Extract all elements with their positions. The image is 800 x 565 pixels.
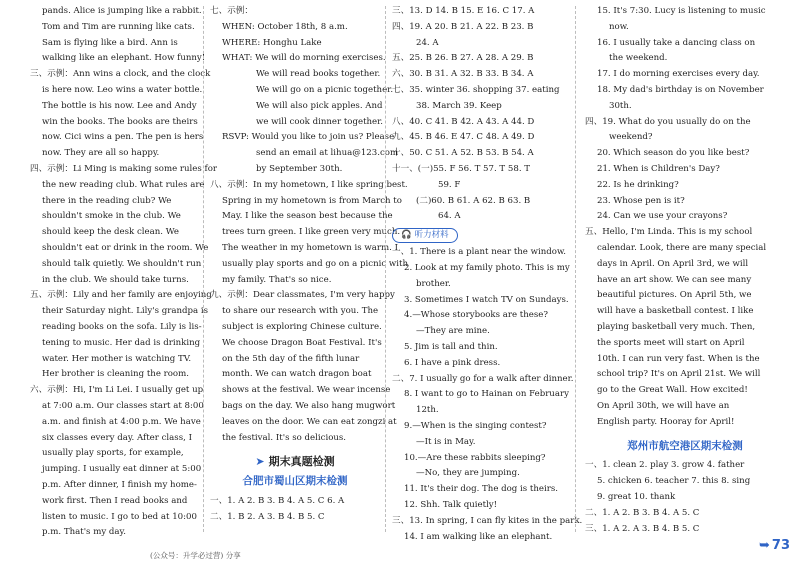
text-line: 12. Shh. Talk quietly! (404, 499, 498, 510)
text-line: 6. I have a pink dress. (404, 357, 501, 368)
page-number-badge (759, 538, 790, 553)
essay-samples (210, 4, 409, 446)
text-line: 10.—Are these rabbits sleeping? (404, 452, 546, 463)
text-line: trees turn green. I like green very much. (222, 227, 401, 238)
text-line: p.m. After dinner, I finish my home- (42, 479, 197, 490)
text-line: 九、45. B 46. E 47. C 48. A 49. D (392, 132, 535, 143)
hefei-exam-title: 合肥市蜀山区期末检测 (242, 475, 348, 488)
text-line: —They are mine. (416, 326, 490, 337)
text-line: WHEN: October 18th, 8 a.m. (222, 21, 348, 32)
text-line: 10th. I can run very fast. When is the (597, 353, 760, 364)
text-line: we will cook dinner together. (256, 116, 384, 127)
text-line: is here now. Leo wins a water bottle. (42, 84, 203, 95)
text-line: We will go on a picnic together. (256, 84, 394, 95)
listening-script-continued (585, 4, 785, 431)
text-line: 4.—Whose storybooks are these? (404, 310, 548, 321)
text-line: English party. Hooray for April! (597, 416, 735, 427)
text-line: WHERE: Honghu Lake (222, 37, 322, 48)
text-line: 5. Jim is tall and thin. (404, 341, 498, 352)
text-line: month. We can watch dragon boat (222, 369, 372, 380)
text-line: shouldn't smoke in the club. We (42, 211, 181, 222)
column-divider (203, 6, 204, 532)
column-divider (385, 6, 386, 532)
text-line: 16. I usually take a dancing class on (597, 37, 756, 48)
text-line: 30th. (609, 100, 632, 111)
final-exam-banner (210, 454, 380, 470)
text-line: 9. great 10. thank (597, 491, 676, 502)
text-line: Sam is flying like a bird. Ann is (42, 37, 178, 48)
text-line: 23. Whose pen is it? (597, 195, 685, 206)
text-line: calendar. Look, there are many special (597, 242, 767, 253)
text-line: usually play sports and go on a picnic with (222, 258, 409, 269)
text-line: 22. Is he drinking? (597, 179, 679, 190)
text-line: will have a basketball contest. I like (597, 306, 754, 317)
text-line: We choose Dragon Boat Festival. It's (222, 337, 382, 348)
text-line: should talk quietly. We shouldn't run (42, 258, 202, 269)
headphones-icon: 🎧 (401, 229, 412, 240)
text-line: 12th. (416, 405, 439, 416)
banner-title: 期末真题检测 (268, 455, 335, 469)
text-line: now. (609, 21, 629, 32)
text-line: the sports meet will start on April (597, 337, 745, 348)
text-line: p.m. That's my day. (42, 527, 126, 538)
text-line: 三、13. D 14. B 15. E 16. C 17. A (392, 6, 535, 16)
text-line: 五、Hello, I'm Linda. This is my school (585, 227, 753, 238)
listening-material-tag (392, 228, 458, 243)
text-line: reading books on the sofa. Lily is lis- (42, 321, 202, 332)
text-line: 17. I do morning exercises every day. (597, 69, 760, 80)
text-line: tening to music. Her dad is drinking (42, 337, 201, 348)
text-line: 24. A (416, 37, 439, 48)
text-line: school trip? It's on April 21st. We will (597, 369, 761, 380)
column-1 (30, 4, 217, 541)
text-line: 九、示例：Dear classmates, I'm very happy (210, 290, 395, 301)
text-line: 十一、(一)55. F 56. T 57. T 58. T (392, 163, 531, 174)
text-line: 一、1. clean 2. play 3. grow 4. father (585, 460, 745, 471)
text-line: RSVP: Would you like to join us? Please (222, 132, 395, 143)
text-line: should keep the desk clean. We (42, 227, 179, 238)
text-line: 二、7. I usually go for a walk after dinner. (392, 373, 574, 384)
text-line: the festival. It's so delicious. (222, 432, 347, 443)
text-line: to share our research with you. The (222, 306, 379, 317)
text-line: 8. I want to go to Hainan on February (404, 389, 569, 400)
text-line: 18. My dad's birthday is on November (597, 84, 764, 95)
text-line: usually play sports, for example, (42, 448, 184, 459)
text-line: on the 5th day of the fifth lunar (222, 353, 360, 364)
text-line: 二、1. B 2. A 3. B 4. B 5. C (210, 511, 325, 522)
text-line: Tom and Tim are running like cats. (42, 21, 195, 32)
text-line: shows at the festival. We wear incense (222, 385, 391, 396)
text-line: 59. F (438, 179, 461, 190)
text-line: 9.—When is the singing contest? (404, 420, 547, 431)
text-line: my family. That's so nice. (222, 274, 332, 285)
text-line: (二)60. B 61. A 62. B 63. B (416, 195, 531, 206)
column-4 (585, 4, 785, 537)
text-line: days in April. On April 3rd, we will (597, 258, 749, 269)
text-line: 一、1. A 2. B 3. B 4. A 5. C 6. A (210, 495, 345, 506)
text-line: now. They are all so happy. (42, 148, 160, 159)
text-line: win the books. The books are theirs (42, 116, 198, 127)
text-line: beautiful pictures. On April 5th, we (597, 290, 752, 301)
text-line: 六、30. B 31. A 32. B 33. B 34. A (392, 69, 534, 80)
column-divider (575, 6, 576, 532)
text-line: 八、40. C 41. B 42. A 43. A 44. D (392, 116, 535, 127)
text-line: 三、示例：Ann wins a clock, and the clock (30, 69, 211, 80)
text-line: 八、示例：In my hometown, I like spring best. (210, 179, 408, 190)
text-line: go to the Great Wall. How excited! (597, 385, 748, 396)
text-line: a.m. and finish at 4:00 p.m. We have (42, 416, 201, 427)
text-line: 四、示例：Li Ming is making some rules for (30, 163, 217, 174)
text-line: send an email at lihua@123.com (256, 148, 399, 159)
text-line: bags on the day. We also hang mugwort (222, 400, 396, 411)
text-line: playing basketball very much. Then, (597, 321, 756, 332)
text-line: 五、25. B 26. B 27. A 28. A 29. B (392, 53, 534, 64)
text-line: 四、19. What do you usually do on the (585, 116, 751, 127)
answer-key (392, 4, 564, 225)
text-line: 15. It's 7:30. Lucy is listening to music (597, 6, 766, 16)
text-line: Her brother is cleaning the room. (42, 369, 189, 380)
text-line: there in the reading club? We (42, 195, 172, 206)
text-line: —No, they are jumping. (416, 468, 520, 479)
text-line: 十、50. C 51. A 52. B 53. B 54. A (392, 148, 534, 159)
text-line: The bottle is his now. Lee and Andy (42, 100, 197, 111)
column-3 (392, 4, 583, 545)
zhengzhou-answers (585, 458, 785, 537)
text-line: We will read books together. (256, 69, 381, 80)
footer-note: (公众号：升学必过营) 分享 (150, 551, 241, 560)
text-line: the weekend. (609, 53, 668, 64)
page-number: 73 (771, 538, 790, 553)
text-line: The weather in my hometown is warm. I (222, 242, 398, 253)
text-line: On April 30th, we will have an (597, 400, 730, 411)
text-line: 二、1. A 2. B 3. B 4. A 5. C (585, 507, 700, 518)
text-line: jumping. I usually eat dinner at 5:00 (42, 464, 202, 475)
text-line: brother. (416, 278, 451, 289)
text-line: 14. I am walking like an elephant. (404, 531, 553, 542)
rocket-icon: ➤ (255, 455, 265, 469)
text-line: 七、35. winter 36. shopping 37. eating (392, 84, 560, 95)
text-line: 20. Which season do you like best? (597, 148, 750, 159)
text-line: have an art show. We can see many (597, 274, 752, 285)
text-line: water. Her mother is watching TV. (42, 353, 192, 364)
text-line: 24. Can we use your crayons? (597, 211, 728, 222)
text-line: 38. March 39. Keep (416, 100, 502, 111)
text-line: 5. chicken 6. teacher 7. this 8. sing (597, 476, 751, 487)
text-line: by September 30th. (256, 163, 343, 174)
text-line: six classes every day. After class, I (42, 432, 192, 443)
text-line: now. Cici wins a pen. The pen is hers (42, 132, 204, 143)
text-line: We will also pick apples. And (256, 100, 383, 111)
listening-script (392, 245, 583, 545)
text-line: 七、示例： (210, 6, 253, 16)
text-line: 一、1. There is a plant near the window. (392, 247, 567, 258)
text-line: walking like an elephant. How funny! (42, 53, 206, 64)
text-line: 三、13. In spring, I can fly kites in the park. (392, 515, 583, 526)
hefei-answers (210, 494, 380, 526)
text-line: 四、19. A 20. B 21. A 22. B 23. B (392, 21, 534, 32)
page-arrow-icon: ➥ (759, 538, 770, 553)
text-line: listen to music. I go to bed at 10:00 (42, 511, 197, 522)
text-line: 六、示例：Hi, I'm Li Lei. I usually get up (30, 385, 204, 396)
text-line: WHAT: We will do morning exercises. (222, 53, 386, 64)
text-line: weekend? (609, 132, 653, 143)
text-line: at 7:00 a.m. Our classes start at 8:00 (42, 400, 204, 411)
text-line: May. I like the season best because the (222, 211, 393, 222)
text-line: Spring in my hometown is from March to (222, 195, 402, 206)
text-line: shouldn't eat or drink in the room. We (42, 242, 209, 253)
text-line: 21. When is Children's Day? (597, 163, 720, 174)
column-2 (210, 4, 409, 526)
text-line: —It is in May. (416, 436, 476, 447)
text-line: 2. Look at my family photo. This is my (404, 262, 570, 273)
text-line: 3. Sometimes I watch TV on Sundays. (404, 294, 569, 305)
text-line: leaves on the door. We can eat zongzi at (222, 416, 397, 427)
text-line: in the club. We should take turns. (42, 274, 189, 285)
text-line: pands. Alice is jumping like a rabbit. (42, 6, 202, 16)
text-line: work first. Then I read books and (42, 495, 188, 506)
listening-label: 听力材料 (414, 229, 449, 240)
text-line: 三、1. A 2. A 3. B 4. B 5. C (585, 523, 700, 534)
text-line: 64. A (438, 211, 461, 222)
text-line: 11. It's their dog. The dog is theirs. (404, 484, 559, 495)
text-line: subject is exploring Chinese culture. (222, 321, 382, 332)
text-line: 五、示例：Lily and her family are enjoying (30, 290, 212, 301)
text-line: the new reading club. What rules are (42, 179, 205, 190)
zhengzhou-exam-title: 郑州市航空港区期末检测 (627, 439, 743, 452)
text-line: their Saturday night. Lily's grandpa is (42, 306, 209, 317)
